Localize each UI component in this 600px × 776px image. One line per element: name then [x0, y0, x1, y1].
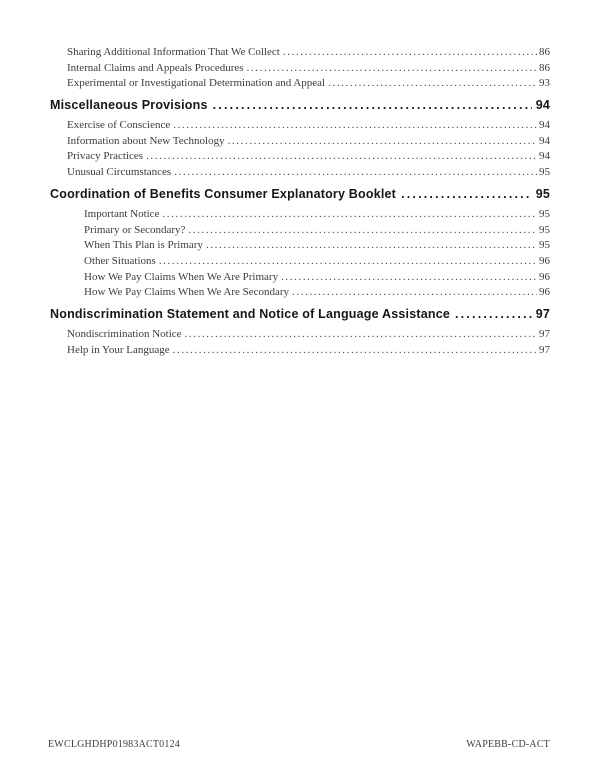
- toc-entry[interactable]: [50, 255, 550, 271]
- toc-entry-page: 95: [539, 239, 550, 252]
- toc-entry[interactable]: [50, 286, 550, 302]
- toc-entry[interactable]: [50, 344, 550, 360]
- toc-entry-page: 94: [539, 119, 550, 132]
- dot-leader: [328, 77, 537, 89]
- toc-entry-title: Exercise of Conscience: [67, 119, 171, 132]
- dot-leader: [146, 150, 537, 162]
- toc-entry-title: How We Pay Claims When We Are Primary: [84, 270, 279, 283]
- toc-entry-page: 95: [539, 207, 550, 220]
- toc-heading-page: 94: [535, 98, 550, 113]
- toc-entry-title: When This Plan is Primary: [84, 239, 203, 252]
- dot-leader: [185, 328, 537, 340]
- dot-leader: [292, 286, 537, 298]
- toc-entry-title: Experimental or Investigational Determination and Appeal: [67, 77, 326, 90]
- toc-entry[interactable]: [50, 150, 550, 166]
- page-footer: [48, 739, 550, 750]
- toc-entry-page: 96: [539, 270, 550, 283]
- toc-entry-page: 94: [539, 150, 550, 163]
- toc-entry-page: 95: [539, 223, 550, 236]
- toc-heading-title: Nondiscrimination Statement and Notice of Language Assistance: [50, 306, 450, 321]
- toc-section-heading[interactable]: [50, 93, 550, 119]
- toc-entry-title: Help in Your Language: [67, 343, 170, 356]
- toc-heading-page: 95: [535, 186, 550, 201]
- toc-entry-title: Internal Claims and Appeals Procedures: [67, 61, 244, 74]
- toc-entry-title: Unusual Circumstances: [67, 166, 172, 179]
- dot-leader: [247, 62, 537, 74]
- toc-entry-title: Privacy Practices: [67, 150, 144, 163]
- toc-entry-title: Information about New Technology: [67, 134, 225, 147]
- toc-entry[interactable]: [50, 224, 550, 240]
- toc-entry-page: 97: [539, 327, 550, 340]
- dot-leader: [188, 224, 537, 236]
- toc-entry[interactable]: [50, 46, 550, 62]
- dot-leader: [283, 46, 537, 58]
- toc-entry-page: 96: [539, 286, 550, 299]
- dot-leader: [213, 98, 532, 112]
- toc-entry[interactable]: [50, 271, 550, 287]
- toc-entry-title: Other Situations: [84, 254, 156, 267]
- dot-leader: [281, 271, 537, 283]
- dot-leader: [228, 135, 537, 147]
- toc-entry-page: 95: [539, 166, 550, 179]
- dot-leader: [162, 208, 537, 220]
- toc-entry-page: 93: [539, 77, 550, 90]
- toc-entry[interactable]: [50, 328, 550, 344]
- toc-entry-page: 97: [539, 343, 550, 356]
- toc-entry[interactable]: [50, 208, 550, 224]
- toc-entry[interactable]: [50, 77, 550, 93]
- dot-leader: [401, 187, 532, 201]
- toc-entry[interactable]: [50, 119, 550, 135]
- dot-leader: [206, 239, 537, 251]
- toc-entry-title: Important Notice: [84, 207, 160, 220]
- toc-entry[interactable]: [50, 135, 550, 151]
- toc-entry-page: 96: [539, 254, 550, 267]
- footer-form-number: EWCLGHDHP01983ACT0124: [48, 739, 180, 750]
- dot-leader: [173, 119, 537, 131]
- toc-entry-title: How We Pay Claims When We Are Secondary: [84, 286, 290, 299]
- dot-leader: [159, 255, 537, 267]
- toc-entry-title: Sharing Additional Information That We Collect: [67, 46, 280, 58]
- toc-section-heading[interactable]: [50, 182, 550, 208]
- toc-section-heading[interactable]: [50, 302, 550, 328]
- toc-heading-page: 97: [535, 306, 550, 321]
- toc-entry[interactable]: [50, 62, 550, 78]
- dot-leader: [455, 307, 532, 321]
- toc-heading-title: Coordination of Benefits Consumer Explanatory Booklet: [50, 186, 397, 201]
- toc-entry[interactable]: [50, 239, 550, 255]
- toc-entry-title: Nondiscrimination Notice: [67, 327, 182, 340]
- toc-entry-page: 86: [539, 61, 550, 74]
- dot-leader: [173, 344, 537, 356]
- dot-leader: [174, 166, 537, 178]
- footer-document-code: WAPEBB-CD-ACT: [466, 739, 550, 750]
- toc-entry-page: 94: [539, 134, 550, 147]
- toc-entry[interactable]: [50, 166, 550, 182]
- table-of-contents: [50, 46, 550, 359]
- toc-entry-page: 86: [539, 46, 550, 58]
- toc-entry-title: Primary or Secondary?: [84, 223, 186, 236]
- toc-heading-title: Miscellaneous Provisions: [50, 98, 208, 113]
